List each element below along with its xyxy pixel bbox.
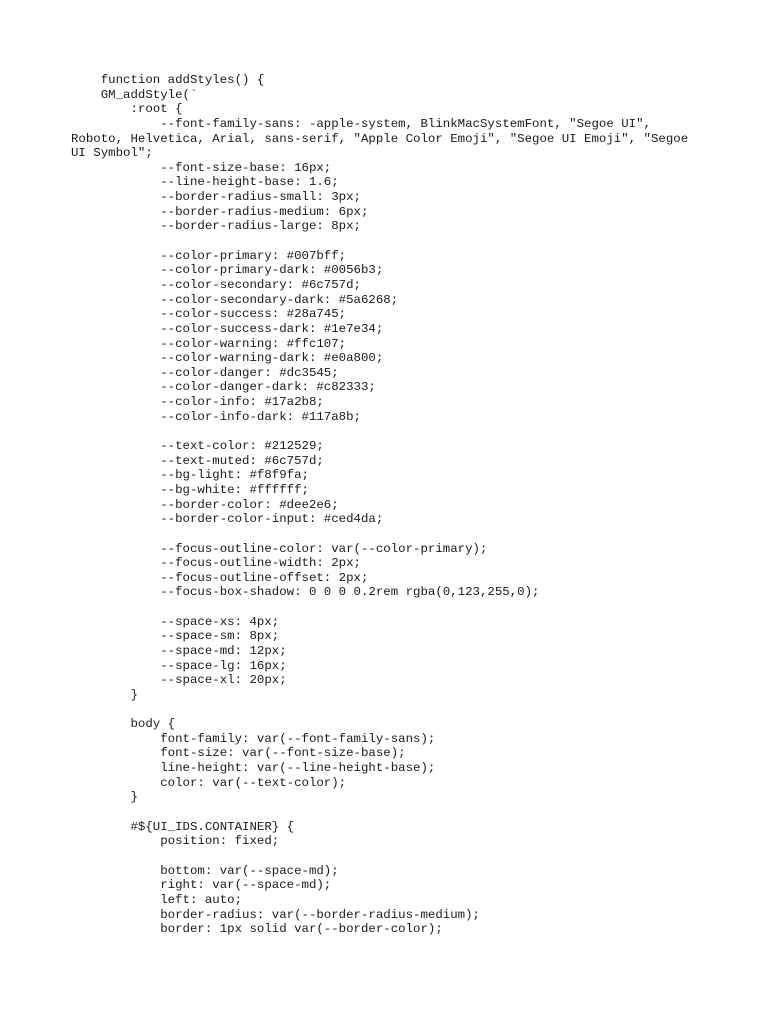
code-line: --color-warning-dark: #e0a800; bbox=[71, 351, 384, 366]
code-line bbox=[71, 234, 711, 249]
code-line: --focus-outline-width: 2px; bbox=[71, 556, 361, 571]
code-line: font-family: var(--font-family-sans); bbox=[71, 731, 436, 746]
code-line: --color-primary: #007bff; bbox=[71, 248, 347, 263]
code-line: --color-warning: #ffc107; bbox=[71, 336, 347, 351]
code-line: --focus-box-shadow: 0 0 0 0.2rem rgba(0,123,255,0); bbox=[71, 585, 540, 600]
code-line: --border-radius-medium: 6px; bbox=[71, 204, 369, 219]
code-line: body { bbox=[71, 717, 176, 732]
code-line: line-height: var(--line-height-base); bbox=[71, 761, 436, 776]
code-line: --border-radius-small: 3px; bbox=[71, 190, 361, 205]
code-line: --color-primary-dark: #0056b3; bbox=[71, 263, 384, 278]
code-line: --font-size-base: 16px; bbox=[71, 160, 332, 175]
code-line: --text-muted: #6c757d; bbox=[71, 453, 324, 468]
code-line: GM_addStyle(` bbox=[71, 87, 198, 102]
code-line: } bbox=[71, 687, 138, 702]
code-line: --border-radius-large: 8px; bbox=[71, 219, 361, 234]
code-block bbox=[71, 73, 711, 937]
code-line: UI Symbol"; bbox=[71, 146, 153, 161]
code-line: bottom: var(--space-md); bbox=[71, 863, 339, 878]
code-line: --border-color-input: #ced4da; bbox=[71, 512, 384, 527]
code-line: right: var(--space-md); bbox=[71, 878, 332, 893]
code-line: --space-xl: 20px; bbox=[71, 673, 287, 688]
code-line: #${UI_IDS.CONTAINER} { bbox=[71, 819, 295, 834]
code-line: --color-secondary-dark: #5a6268; bbox=[71, 292, 399, 307]
code-line: function addStyles() { bbox=[71, 73, 265, 87]
code-line: --focus-outline-color: var(--color-primary); bbox=[71, 541, 488, 556]
code-line: --color-info: #17a2b8; bbox=[71, 395, 324, 410]
code-line: --space-xs: 4px; bbox=[71, 614, 280, 629]
code-line bbox=[71, 703, 711, 718]
code-line: --color-danger-dark: #c82333; bbox=[71, 380, 376, 395]
code-line: --color-secondary: #6c757d; bbox=[71, 277, 361, 292]
code-line: --bg-light: #f8f9fa; bbox=[71, 468, 309, 483]
code-line: --bg-white: #ffffff; bbox=[71, 482, 309, 497]
code-line bbox=[71, 424, 711, 439]
code-line bbox=[71, 527, 711, 542]
code-line bbox=[71, 805, 711, 820]
code-line: color: var(--text-color); bbox=[71, 775, 347, 790]
code-line: --space-md: 12px; bbox=[71, 643, 287, 658]
code-line: --text-color: #212529; bbox=[71, 439, 324, 454]
code-line: --border-color: #dee2e6; bbox=[71, 497, 339, 512]
code-line: --font-family-sans: -apple-system, BlinkMacSystemFont, "Segoe UI", bbox=[71, 116, 651, 131]
code-line: left: auto; bbox=[71, 892, 243, 907]
code-line: --color-info-dark: #117a8b; bbox=[71, 409, 361, 424]
code-line: border: 1px solid var(--border-color); bbox=[71, 922, 443, 937]
code-line bbox=[71, 600, 711, 615]
code-line: } bbox=[71, 790, 138, 805]
code-line: Roboto, Helvetica, Arial, sans-serif, "Apple Color Emoji", "Segoe UI Emoji", "Segoe bbox=[71, 131, 689, 146]
code-line: --color-success-dark: #1e7e34; bbox=[71, 321, 384, 336]
code-line: --focus-outline-offset: 2px; bbox=[71, 570, 369, 585]
code-line: --line-height-base: 1.6; bbox=[71, 175, 339, 190]
code-line: --space-sm: 8px; bbox=[71, 629, 280, 644]
code-line: --color-danger: #dc3545; bbox=[71, 365, 339, 380]
code-line: --color-success: #28a745; bbox=[71, 307, 347, 322]
code-line: --space-lg: 16px; bbox=[71, 658, 287, 673]
code-line: border-radius: var(--border-radius-medium); bbox=[71, 907, 480, 922]
code-line: :root { bbox=[71, 102, 183, 117]
code-line bbox=[71, 849, 711, 864]
code-line: position: fixed; bbox=[71, 834, 280, 849]
code-line: font-size: var(--font-size-base); bbox=[71, 746, 406, 761]
